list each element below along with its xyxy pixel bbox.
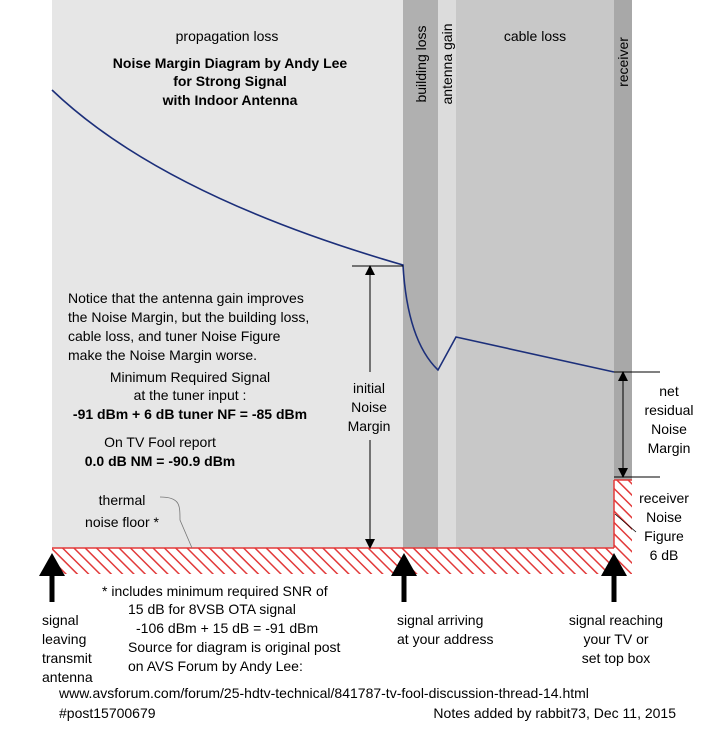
net-margin-label-1: net [659, 383, 679, 399]
leaving-label-2: leaving [42, 631, 87, 647]
label-propagation-loss: propagation loss [175, 28, 279, 44]
leaving-label-3: transmit [42, 650, 92, 666]
receiver-nf-label-1: receiver [639, 490, 689, 506]
net-margin-label-3: Noise [651, 421, 687, 437]
footnote-line-2: 15 dB for 8VSB OTA signal [128, 601, 296, 617]
footnote-line-4: Source for diagram is original post [128, 639, 341, 655]
notice-line-4: make the Noise Margin worse. [68, 347, 258, 363]
credit-line: Notes added by rabbit73, Dec 11, 2015 [433, 705, 676, 721]
notice-line-3: cable loss, and tuner Noise Figure [68, 328, 281, 344]
min-signal-line-2: at the tuner input : [133, 387, 247, 403]
net-margin-label-4: Margin [647, 440, 691, 456]
initial-margin-label-1: initial [353, 380, 385, 396]
tvfool-line-2: 0.0 dB NM = -90.9 dBm [84, 453, 236, 469]
label-cable-loss: cable loss [503, 28, 567, 44]
footnote-line-5: on AVS Forum by Andy Lee: [128, 658, 303, 674]
receiver-nf-label-4: 6 dB [649, 547, 679, 563]
initial-margin-label-3: Margin [347, 418, 391, 434]
diagram-title-line-3: with Indoor Antenna [162, 92, 298, 108]
region-cable-loss [456, 0, 614, 548]
reaching-label-3: set top box [581, 650, 651, 666]
leaving-label-4: antenna [42, 669, 93, 685]
arriving-label-2: at your address [397, 631, 494, 647]
source-url: www.avsforum.com/forum/25-hdtv-technical/841787-tv-fool-discussion-thread-14.html [59, 685, 589, 701]
min-signal-line-1: Minimum Required Signal [109, 369, 271, 385]
diagram-title-line-2: for Strong Signal [173, 73, 287, 89]
reaching-label-1: signal reaching [568, 612, 664, 628]
receiver-nf-label-2: Noise [646, 509, 682, 525]
leaving-label-1: signal [42, 612, 79, 628]
footnote-line-1: * includes minimum required SNR of [102, 583, 328, 599]
thermal-label-2: noise floor * [85, 514, 159, 530]
label-receiver: receiver [615, 37, 631, 87]
min-signal-line-3: -91 dBm + 6 dB tuner NF = -85 dBm [72, 406, 308, 422]
reaching-label-2: your TV or [583, 631, 649, 647]
receiver-nf-label-3: Figure [644, 528, 684, 544]
notice-line-2: the Noise Margin, but the building loss, [68, 309, 310, 325]
diagram-title-line-1: Noise Margin Diagram by Andy Lee [112, 55, 348, 71]
label-building-loss: building loss [413, 25, 429, 103]
post-id: #post15700679 [59, 705, 156, 721]
notice-line-1: Notice that the antenna gain improves [68, 290, 304, 306]
arriving-label-1: signal arriving [397, 612, 484, 628]
thermal-label-1: thermal [98, 492, 146, 508]
label-antenna-gain: antenna gain [439, 23, 455, 105]
net-margin-label-2: residual [644, 402, 694, 418]
receiver-noise-figure-block [614, 480, 632, 548]
tvfool-line-1: On TV Fool report [104, 434, 216, 450]
thermal-noise-floor-band [52, 548, 632, 574]
footnote-line-3: -106 dBm + 15 dB = -91 dBm [136, 620, 319, 636]
initial-margin-label-2: Noise [351, 399, 387, 415]
